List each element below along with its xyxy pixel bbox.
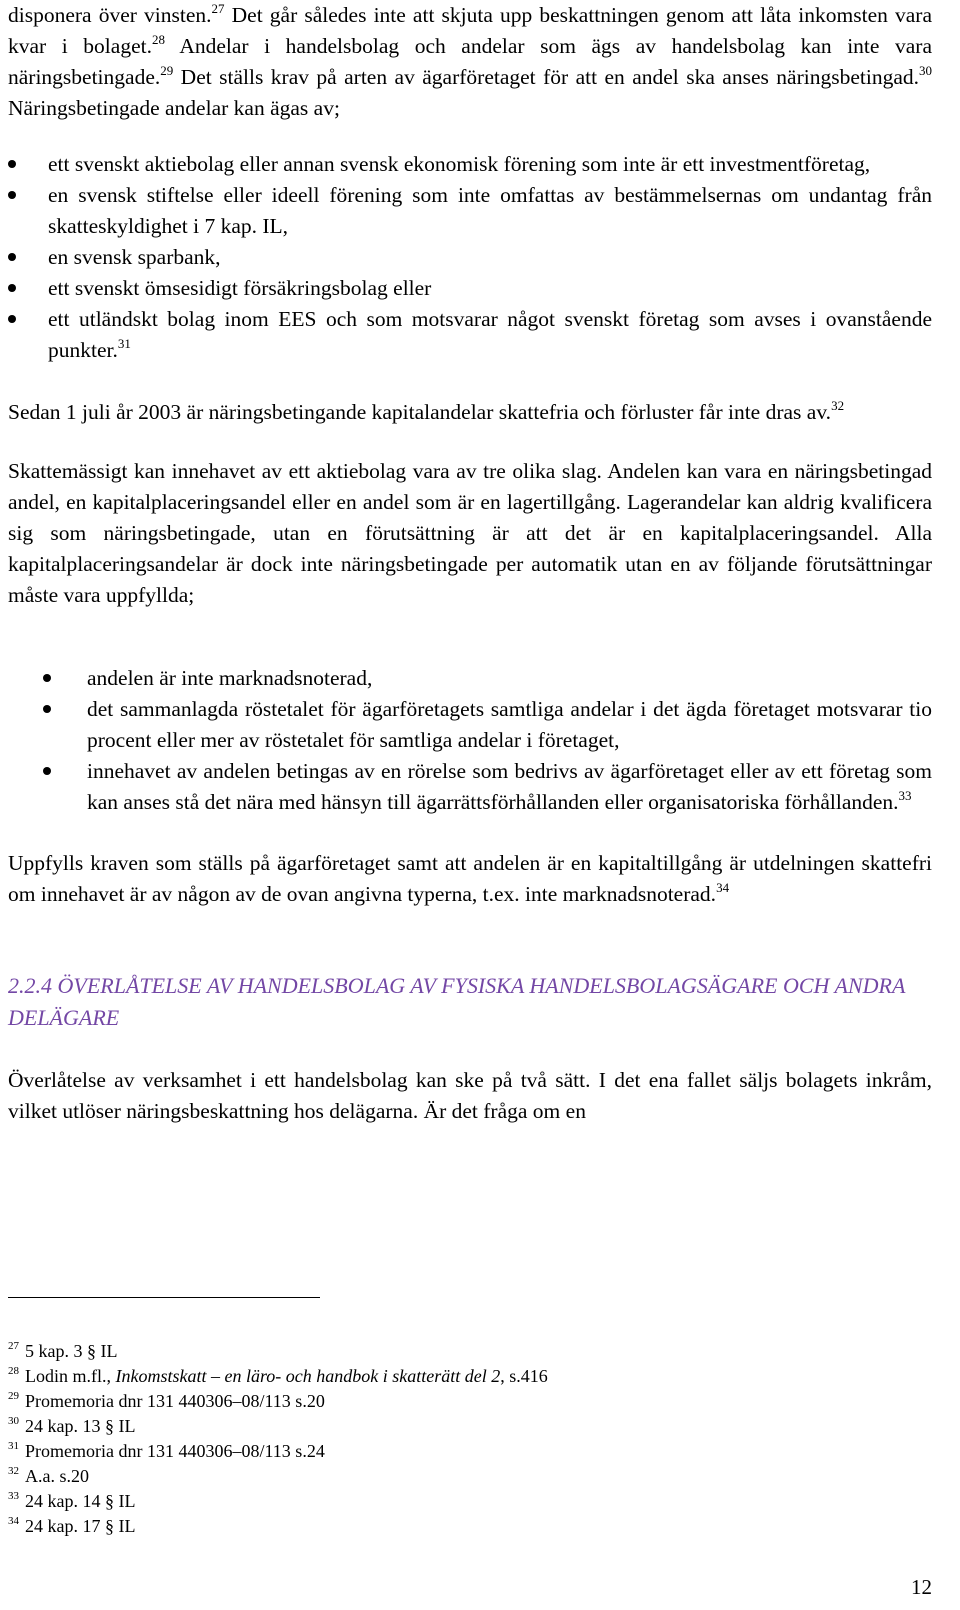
footnotes <box>8 1339 548 1539</box>
footnote-ref-29: 29 <box>160 63 174 78</box>
list-item <box>8 694 932 756</box>
paragraph-1 <box>8 0 932 124</box>
footnote-text: A.a. s.20 <box>25 1466 89 1486</box>
text-span: disponera över vinsten. <box>8 3 212 27</box>
conditions-list <box>8 663 932 818</box>
list-item-text: andelen är inte marknadsnoterad, <box>87 666 373 690</box>
list-item-text: en svensk sparbank, <box>48 245 221 269</box>
footnote-ref-28: 28 <box>151 32 165 47</box>
list-item-text: en svensk stiftelse eller ideell förening som inte omfattas av bestämmelsernas om undantag från skatteskyldighet i 7 kap. IL, <box>48 183 932 238</box>
footnote-ref-33: 33 <box>898 788 912 803</box>
list-item-text: det sammanlagda röstetalet för ägarföretagets samtliga andelar i det ägda företaget motsvarar tio procent eller mer av röstetalet för samtliga andelar i företaget, <box>87 697 932 752</box>
footnote-text: 24 kap. 13 § IL <box>25 1416 136 1436</box>
list-item-text: ett svenskt aktiebolag eller annan svensk ekonomisk förening som inte är ett investmentföretag, <box>48 152 871 176</box>
paragraph-3: Skattemässigt kan innehavet av ett aktiebolag vara av tre olika slag. Andelen kan vara en näringsbetingad andel, en kapitalplaceringsandel eller en andel som är en lagertillgång. Lagerandelar kan aldrig kvalificera sig som näringsbetingade, utan en förutsättning är att det är en kapitalplaceringsandel. Alla kapitalplaceringsandelar är dock inte näringsbetingade per automatik utan en av följande förutsättningar måste vara uppfyllda; <box>8 459 932 607</box>
footnote-number: 30 <box>8 1415 19 1427</box>
paragraph-2 <box>8 397 932 428</box>
footnote-29 <box>8 1389 548 1414</box>
list-item-text: ett utländskt bolag inom EES och som motsvarar något svenskt företag som avses i ovanstående punkter. <box>48 307 932 362</box>
list-item <box>8 304 932 366</box>
footnote-number: 27 <box>8 1340 19 1352</box>
footnote-text: 5 kap. 3 § IL <box>25 1341 118 1361</box>
list-item <box>8 180 932 242</box>
footnote-30 <box>8 1414 548 1439</box>
footnote-33 <box>8 1489 548 1514</box>
list-item <box>8 663 932 694</box>
text-span: Det ställs krav på arten av ägarföretaget för att en andel ska anses näringsbetingad. <box>173 65 919 89</box>
footnote-ref-32: 32 <box>831 398 845 413</box>
page-body <box>8 0 932 1127</box>
footnote-number: 34 <box>8 1515 19 1527</box>
footnote-ref-31: 31 <box>117 336 131 351</box>
footnote-number: 33 <box>8 1490 19 1502</box>
text-span: Andelar i handelsbolag och andelar som ägs av handelsbolag kan inte vara näringsbetingade. <box>8 34 932 89</box>
text-span: Uppfylls kraven som ställs på ägarföretaget samt att andelen är en kapitaltillgång är utdelningen skattefri om innehavet är av någon av de ovan angivna typerna, t.ex. inte marknadsnoterad. <box>8 851 932 906</box>
footnote-text: Promemoria dnr 131 440306–08/113 s.24 <box>25 1441 325 1461</box>
footnote-divider <box>8 1297 320 1298</box>
footnote-number: 32 <box>8 1465 19 1477</box>
text-span: Det går således inte att skjuta upp beskattningen genom att låta inkomsten vara kvar i bolaget. <box>8 3 932 58</box>
list-item <box>8 273 932 304</box>
list-item <box>8 242 932 273</box>
footnote-ref-27: 27 <box>211 1 225 16</box>
page-number: 12 <box>911 1575 932 1599</box>
footnote-text: 24 kap. 17 § IL <box>25 1516 136 1536</box>
footnote-book-title: Inkomstskatt – en läro- och handbok i skatterätt del 2 <box>115 1366 501 1386</box>
list-item-text: innehavet av andelen betingas av en rörelse som bedrivs av ägarföretaget eller av ett företag som kan anses stå det nära med hänsyn till ägarrättsförhållanden eller organisatoriska förhållanden. <box>87 759 932 814</box>
footnote-number: 29 <box>8 1390 19 1402</box>
footnote-text: Lodin m.fl., <box>25 1366 116 1386</box>
footnote-27 <box>8 1339 548 1364</box>
footnote-number: 31 <box>8 1440 19 1452</box>
text-span: Näringsbetingade andelar kan ägas av; <box>8 96 340 120</box>
text-span: Sedan 1 juli år 2003 är näringsbetingande kapitalandelar skattefria och förluster får inte dras av. <box>8 400 832 424</box>
list-item <box>8 149 932 180</box>
paragraph-5: Överlåtelse av verksamhet i ett handelsbolag kan ske på två sätt. I det ena fallet säljs bolagets inkråm, vilket utlöser näringsbeskattning hos delägarna. Är det fråga om en <box>8 1068 932 1123</box>
list-item-text: ett svenskt ömsesidigt försäkringsbolag eller <box>48 276 432 300</box>
footnote-32 <box>8 1464 548 1489</box>
paragraph-4 <box>8 848 932 910</box>
owner-list <box>8 149 932 366</box>
footnote-ref-34: 34 <box>716 880 730 895</box>
list-item <box>8 756 932 818</box>
section-heading: 2.2.4 ÖVERLÅTELSE AV HANDELSBOLAG AV FYSISKA HANDELSBOLAGSÄGARE OCH ANDRA DELÄGARE <box>8 973 905 1030</box>
footnote-number: 28 <box>8 1365 19 1377</box>
footnote-28 <box>8 1364 548 1389</box>
footnote-text: Promemoria dnr 131 440306–08/113 s.20 <box>25 1391 325 1411</box>
footnote-ref-30: 30 <box>919 63 932 78</box>
footnote-text: 24 kap. 14 § IL <box>25 1491 136 1511</box>
footnote-text: , s.416 <box>500 1366 548 1386</box>
footnote-31 <box>8 1439 548 1464</box>
footnote-34 <box>8 1514 548 1539</box>
